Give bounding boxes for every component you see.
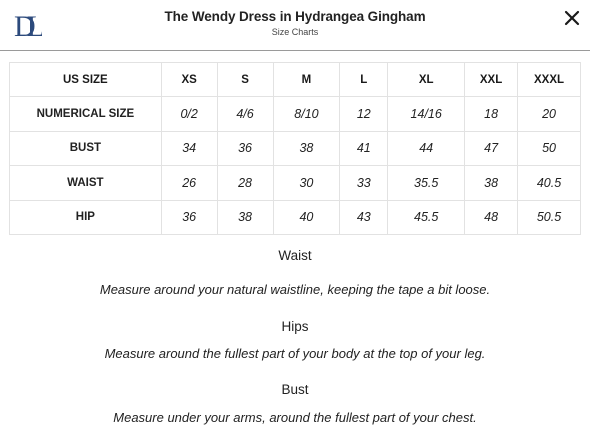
table-cell: 18 — [465, 97, 518, 131]
column-header: M — [273, 63, 340, 97]
column-header: XS — [161, 63, 217, 97]
column-header: L — [340, 63, 388, 97]
waist-heading: Waist — [278, 248, 312, 263]
table-cell: 35.5 — [388, 166, 465, 200]
table-cell: 12 — [340, 97, 388, 131]
table-cell: 36 — [161, 200, 217, 234]
table-cell: 14/16 — [388, 97, 465, 131]
table-cell: 40.5 — [518, 166, 581, 200]
title-group — [0, 9, 590, 37]
table-cell: 44 — [388, 131, 465, 165]
bust-heading: Bust — [281, 382, 309, 397]
table-cell: 36 — [217, 131, 273, 165]
table-cell: 30 — [273, 166, 340, 200]
table-cell: 34 — [161, 131, 217, 165]
table-cell: 47 — [465, 131, 518, 165]
brand-logo-text: DL — [14, 10, 36, 43]
close-icon[interactable] — [562, 8, 582, 28]
modal-title: The Wendy Dress in Hydrangea Gingham — [164, 9, 426, 24]
table-cell: 40 — [273, 200, 340, 234]
column-header: XL — [388, 63, 465, 97]
table-header-row — [10, 63, 581, 97]
table-cell: 0/2 — [161, 97, 217, 131]
hips-instructions: Measure around the fullest part of your body at the top of your leg. — [104, 346, 486, 361]
table-cell: 38 — [465, 166, 518, 200]
size-chart-table — [9, 62, 581, 235]
modal-header — [0, 0, 590, 51]
table-cell: 43 — [340, 200, 388, 234]
column-header: XXXL — [518, 63, 581, 97]
table-cell: 26 — [161, 166, 217, 200]
table-cell: 45.5 — [388, 200, 465, 234]
table-row — [10, 97, 581, 131]
row-label: WAIST — [10, 166, 162, 200]
column-header: XXL — [465, 63, 518, 97]
table-cell: 4/6 — [217, 97, 273, 131]
waist-instructions: Measure around your natural waistline, keeping the tape a bit loose. — [99, 282, 491, 297]
table-cell: 50 — [518, 131, 581, 165]
table-cell: 8/10 — [273, 97, 340, 131]
row-label: BUST — [10, 131, 162, 165]
table-cell: 48 — [465, 200, 518, 234]
table-cell: 20 — [518, 97, 581, 131]
table-cell: 33 — [340, 166, 388, 200]
bust-instructions: Measure under your arms, around the fullest part of your chest. — [113, 410, 477, 425]
column-header: S — [217, 63, 273, 97]
table-row — [10, 166, 581, 200]
table-cell: 38 — [217, 200, 273, 234]
column-header: US SIZE — [10, 63, 162, 97]
row-label: HIP — [10, 200, 162, 234]
table-cell: 38 — [273, 131, 340, 165]
table-row — [10, 131, 581, 165]
table-row — [10, 200, 581, 234]
table-cell: 41 — [340, 131, 388, 165]
table-cell: 50.5 — [518, 200, 581, 234]
table-cell: 28 — [217, 166, 273, 200]
row-label: NUMERICAL SIZE — [10, 97, 162, 131]
modal-subtitle: Size Charts — [271, 27, 319, 37]
hips-heading: Hips — [281, 319, 309, 334]
